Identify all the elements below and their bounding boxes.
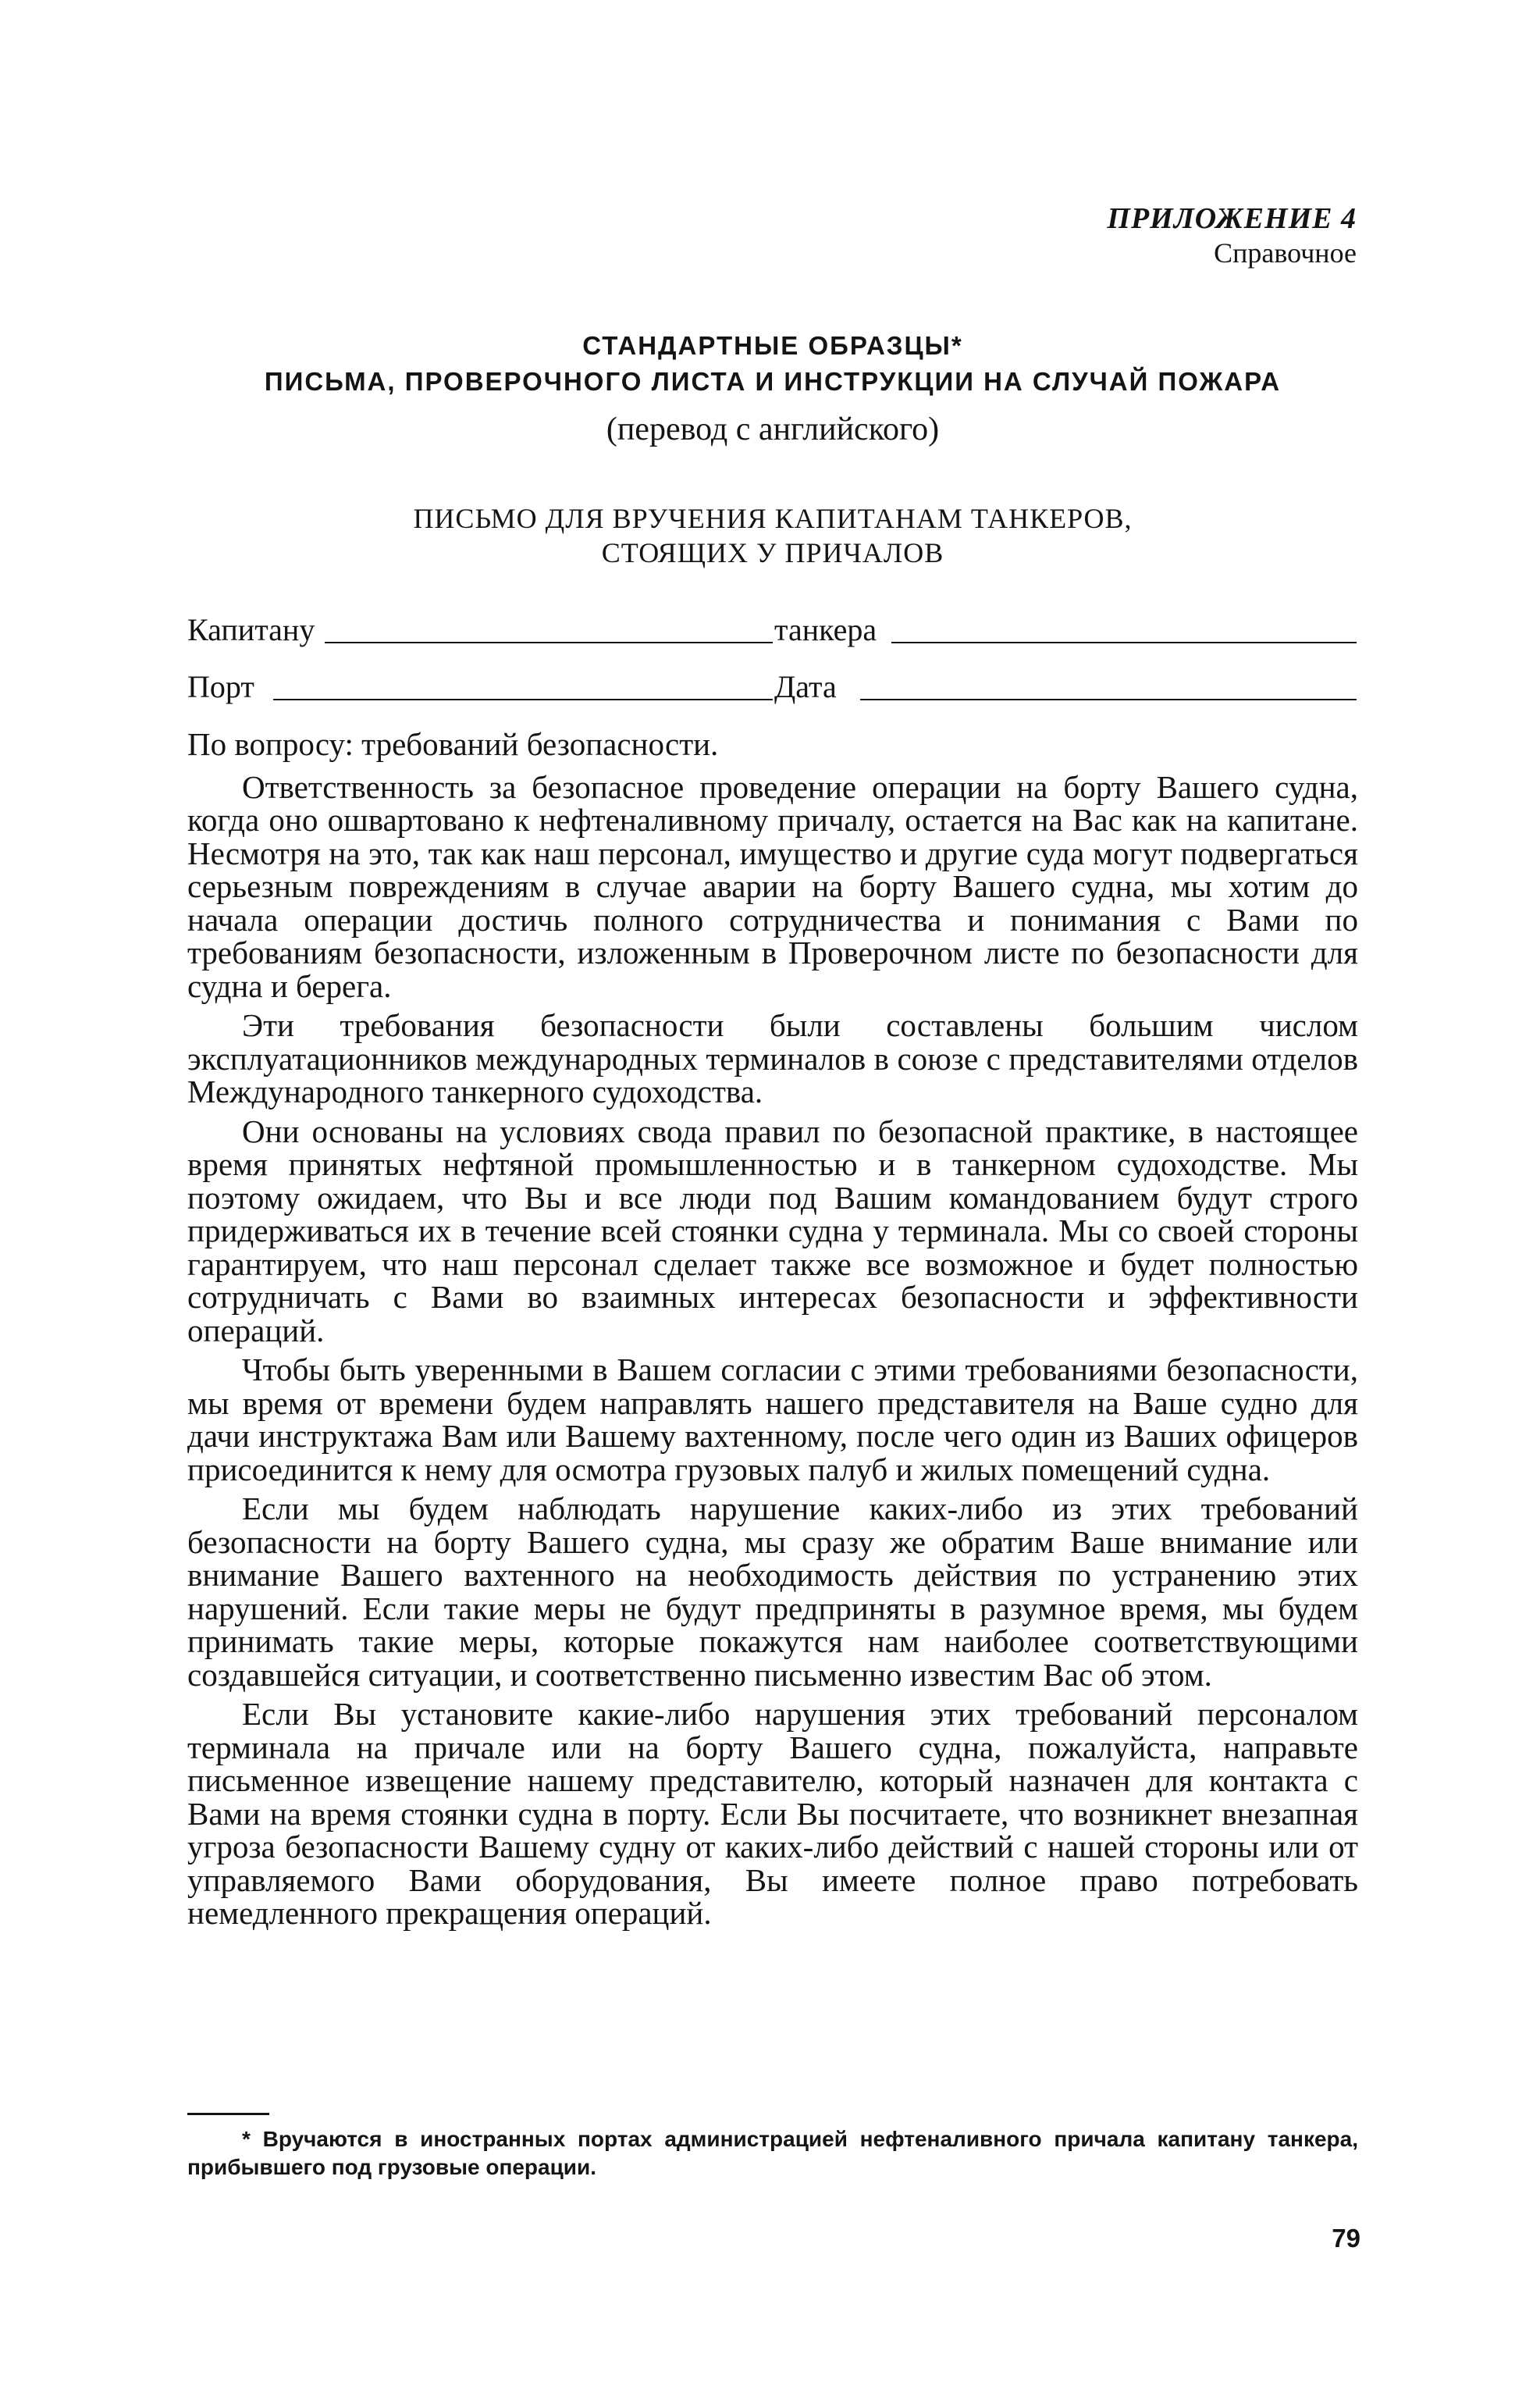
date-blank-line [860,699,1357,700]
appendix-label: ПРИЛОЖЕНИЕ 4 [1107,202,1357,235]
body-paragraph: Если мы будем наблюдать нарушение каких-либо из этих требований безопасности на борту Вашего судна, мы сразу же обратим Ваше внимание или внимание Вашего вахтенного на необходимость действия по устранению этих нарушений. Если такие меры не будут предприняты в разумное время, мы будем принимать такие меры, которые покажутся нам наиболее соответствующими создавшейся ситуации, и соответственно письменно известим Вас об этом. [187,1491,1358,1693]
footnote-separator [187,2113,269,2115]
port-blank-line [273,699,773,700]
footnote: * Вручаются в иностранных портах администрацией нефтеналивного причала капитану танкера, прибывшего под грузовые операции. [187,2127,1358,2179]
document-title [180,328,1366,400]
tanker-label: танкера [774,612,877,647]
subject-line: По вопросу: требований безопасности. [187,726,719,762]
title-line-1: СТАНДАРТНЫЕ ОБРАЗЦЫ* [582,331,963,360]
captain-blank-line [325,642,773,643]
letter-body [187,728,1358,1930]
body-paragraph: Они основаны на условиях свода правил по безопасной практике, в настоящее время принятых нефтяной промышленностью и в танкерном судоходстве. Мы поэтому ожидаем, что Вы и все люди под Вашим командованием будут строго придерживаться их в течение всей стоянки судна у терминала. Мы со своей стороны гарантируем, что наш персонал сделает также все возможное и будет полностью сотрудничать с Вами во взаимных интересах безопасности и эффективности операций. [187,1113,1358,1348]
body-paragraph: Ответственность за безопасное проведение операции на борту Вашего судна, когда оно ошвартовано к нефтеналивному причалу, остается на Вас как на капитане. Несмотря на это, так как наш персонал, имущество и другие суда могут подвергаться серьезным повреждениям в случае аварии на борту Вашего судна, мы хотим до начала операции достичь полного сотрудничества и понимания с Вами по требованиям безопасности, изложенным в Проверочном листе по безопасности для судна и берега. [187,768,1358,1004]
body-paragraph: Чтобы быть уверенными в Вашем согласии с этими требованиями безопасности, мы время от времени будем направлять нашего представителя на Ваше судно для дачи инструктажа Вам или Вашему вахтенному, после чего один из Ваших офицеров присоединится к нему для осмотра грузовых палуб и жилых помещений судна. [187,1352,1358,1487]
captain-tanker-row [187,611,1358,650]
port-date-row [187,668,1358,707]
captain-label: Капитану [187,612,315,647]
body-paragraph: Если Вы установите какие-либо нарушения этих требований персоналом терминала на причале или на борту Вашего судна, пожалуйста, направьте письменное извещение нашему представителю, который назначен для контакта с Вами на время стоянки судна в порту. Если Вы посчитаете, что возникнет внезапная угроза безопасности Вашему судну от каких-либо действий с нашей стороны или от управляемого Вами оборудования, Вы имеете полное право потребовать немедленного прекращения операций. [187,1696,1358,1931]
letter-title-line-2: СТОЯЩИХ У ПРИЧАЛОВ [601,537,944,568]
body-paragraph: Эти требования безопасности были составлены большим числом эксплуатационников международных терминалов в союзе с представителями отделов Международного танкерного судоходства. [187,1007,1358,1109]
letter-title [180,501,1366,570]
appendix-type: Справочное [1214,237,1357,269]
translation-note: (перевод с английского) [606,411,940,447]
port-label: Порт [187,669,254,704]
tanker-blank-line [891,642,1357,643]
title-line-2: ПИСЬМА, ПРОВЕРОЧНОГО ЛИСТА И ИНСТРУКЦИИ НА СЛУЧАЙ ПОЖАРА [264,367,1282,396]
date-label: Дата [774,669,837,704]
letter-title-line-1: ПИСЬМО ДЛЯ ВРУЧЕНИЯ КАПИТАНАМ ТАНКЕРОВ, [413,503,1133,534]
page-number: 79 [1332,2224,1360,2253]
appendix-header [1107,201,1357,270]
